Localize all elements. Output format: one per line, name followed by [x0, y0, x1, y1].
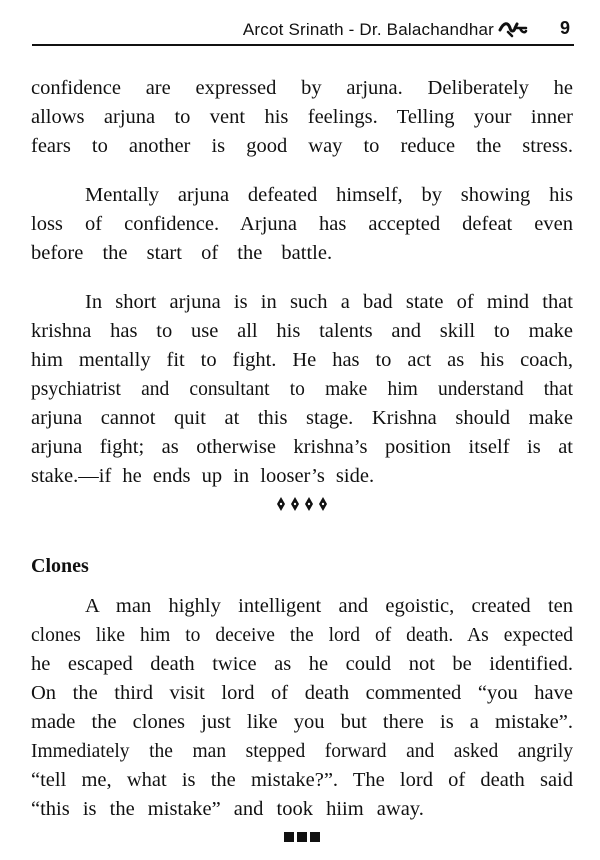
flourish-icon	[498, 20, 528, 38]
text-line: stake.—if he ends up in looser’s side.	[31, 465, 375, 487]
page-body	[31, 74, 573, 848]
text-line: On the third visit lord of death commented “you have	[31, 682, 573, 704]
text-line: krishna has to use all his talents and skill to make	[31, 320, 573, 342]
text-line: “tell me, what is the mistake?”. The lord of death said	[31, 769, 573, 791]
text-line: psychiatrist and consultant to make him understand that	[31, 379, 573, 400]
section-heading: Clones	[31, 555, 89, 577]
paragraph	[31, 74, 573, 161]
paragraph	[31, 181, 573, 268]
text-line: loss of confidence. Arjuna has accepted defeat even	[31, 213, 573, 235]
paragraph	[31, 288, 573, 491]
header-title: Arcot Srinath - Dr. Balachandhar	[242, 20, 494, 39]
text-line: clones like him to deceive the lord of death. As expected	[31, 625, 573, 646]
text-line: A man highly intelligent and egoistic, created ten	[85, 595, 573, 617]
text-line: him mentally fit to fight. He has to act as his coach,	[31, 349, 573, 371]
three-squares-icon	[282, 831, 322, 843]
text-line: arjuna fight; as otherwise krishna’s position itself is at	[31, 436, 573, 458]
text-line: Mentally arjuna defeated himself, by showing his	[85, 184, 573, 206]
text-line: allows arjuna to vent his feelings. Telling your inner	[31, 106, 573, 128]
paragraph	[31, 592, 573, 824]
text-line: In short arjuna is in such a bad state of mind that	[85, 291, 573, 313]
text-line: before the start of the battle.	[31, 242, 333, 264]
text-line: confidence are expressed by arjuna. Deliberately he	[31, 77, 573, 99]
text-line: made the clones just like you but there is a mistake”.	[31, 711, 573, 733]
text-line: arjuna cannot quit at this stage. Krishna should make	[31, 407, 573, 429]
diamond-ornament-icon	[272, 495, 332, 513]
end-mark	[31, 830, 573, 848]
page-number: 9	[559, 18, 570, 38]
text-line: Immediately the man stepped forward and asked angrily	[31, 741, 573, 762]
text-line: he escaped death twice as he could not be identified.	[31, 653, 573, 675]
running-header	[32, 14, 574, 46]
text-line: fears to another is good way to reduce the stress.	[31, 135, 573, 157]
section-separator	[31, 495, 573, 521]
text-line: “this is the mistake” and took hiim away.	[31, 798, 424, 820]
